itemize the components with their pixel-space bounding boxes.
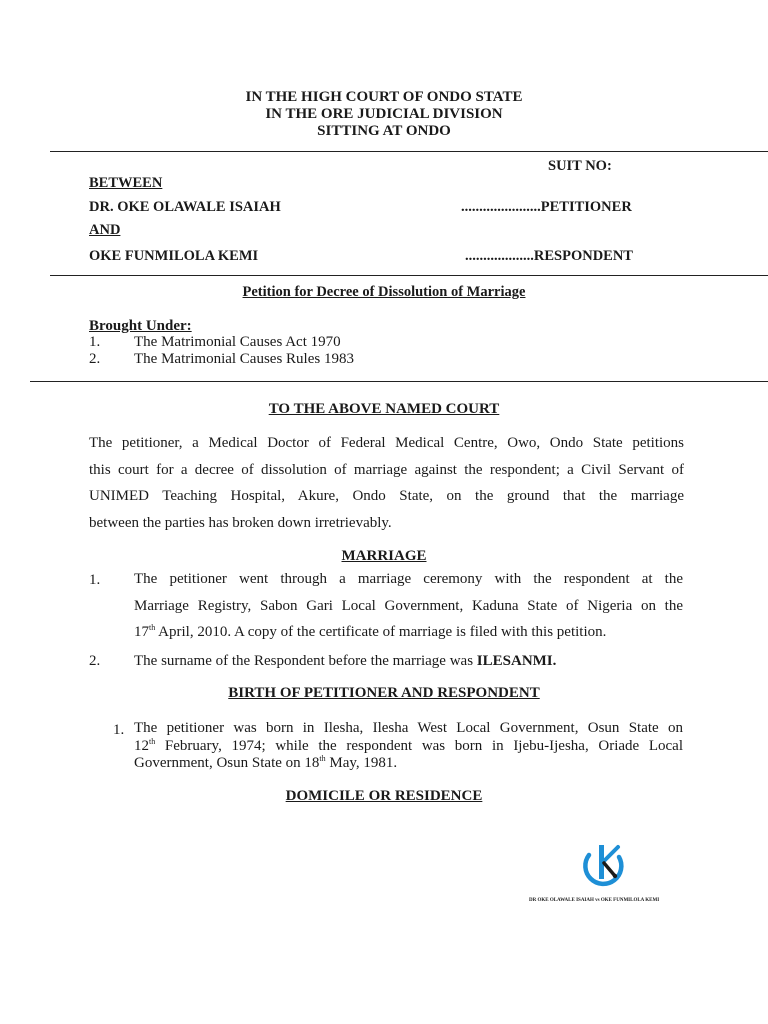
domicile-heading: DOMICILE OR RESIDENCE: [285, 788, 483, 804]
judicial-division: IN THE ORE JUDICIAL DIVISION: [265, 106, 503, 122]
marriage-heading: MARRIAGE: [341, 548, 427, 564]
petition-title: Petition for Decree of Dissolution of Marriage: [242, 284, 526, 300]
birth-line-pre: Government, Osun State on 18: [134, 755, 320, 771]
logo-caption: DR OKE OLAWALE ISAIAH vs OKE FUNMILOLA KEMI: [529, 898, 660, 903]
marriage-line: The petitioner went through a marriage ceremony with the respondent at the: [134, 571, 683, 587]
statute-divider: [30, 381, 768, 382]
intro-line: this court for a decree of dissolution of marriage against the respondent; a Civil Servant of: [89, 461, 684, 478]
birth-line: [134, 738, 683, 756]
marriage-line: Marriage Registry, Sabon Gari Local Government, Kaduna State of Nigeria on the: [134, 597, 683, 614]
marriage-date-day: 17: [134, 624, 149, 640]
brought-under-heading: Brought Under:: [89, 318, 192, 334]
birth-item-number: 1.: [113, 722, 125, 738]
header-divider: [50, 151, 768, 152]
marriage-date-rest: April, 2010. A copy of the certificate of marriage is filed with this petition.: [155, 624, 607, 640]
respondent-name: OKE FUNMILOLA KEMI: [89, 248, 259, 264]
statute-number: 2.: [89, 351, 101, 367]
surname-statement: [134, 651, 683, 671]
intro-paragraph: [89, 430, 684, 536]
birth-line: [134, 755, 683, 773]
petitioner-role: ......................PETITIONER: [461, 199, 632, 215]
between-label: BETWEEN: [89, 175, 163, 191]
respondent-role: ...................RESPONDENT: [465, 248, 633, 264]
marriage-line: [134, 619, 683, 646]
birth-line-rest: May, 1981.: [325, 755, 398, 771]
suit-number-label: SUIT NO:: [548, 158, 612, 174]
statute-item: The Matrimonial Causes Rules 1983: [134, 351, 354, 367]
marriage-item-number: 2.: [89, 653, 101, 669]
birth-line: The petitioner was born in Ilesha, Ilesha West Local Government, Osun State on: [134, 720, 683, 736]
birth-line-rest: February, 1974; while the respondent was born in Ijebu-Ijesha, Oriade Local: [155, 737, 683, 754]
parties-divider: [50, 275, 768, 276]
and-label: AND: [89, 222, 121, 238]
address-heading: TO THE ABOVE NAMED COURT: [268, 401, 500, 417]
intro-line: between the parties has broken down irretrievably.: [89, 514, 392, 531]
intro-line: The petitioner, a Medical Doctor of Federal Medical Centre, Owo, Ondo State petitions: [89, 435, 684, 451]
ordinal-suffix: th: [149, 623, 156, 632]
birth-item-text: [134, 720, 683, 773]
ordinal-suffix: th: [319, 754, 326, 763]
surname-text: The surname of the Respondent before the marriage was: [134, 653, 477, 669]
intro-line: UNIMED Teaching Hospital, Akure, Ondo State, on the ground that the marriage: [89, 488, 684, 504]
petitioner-name: DR. OKE OLAWALE ISAIAH: [89, 199, 281, 215]
marriage-item-number: 1.: [89, 572, 101, 588]
birth-heading: BIRTH OF PETITIONER AND RESPONDENT: [228, 685, 540, 701]
firm-logo: [575, 843, 635, 895]
statute-item: The Matrimonial Causes Act 1970: [134, 334, 341, 350]
court-name: IN THE HIGH COURT OF ONDO STATE: [245, 89, 523, 105]
k-logo-icon: [575, 843, 635, 895]
respondent-maiden-surname: ILESANMI.: [476, 653, 557, 669]
birth-date-day: 12: [134, 737, 149, 754]
marriage-item-text: [134, 566, 683, 646]
statute-number: 1.: [89, 334, 101, 350]
ordinal-suffix: th: [149, 736, 156, 746]
court-location: SITTING AT ONDO: [317, 123, 451, 139]
